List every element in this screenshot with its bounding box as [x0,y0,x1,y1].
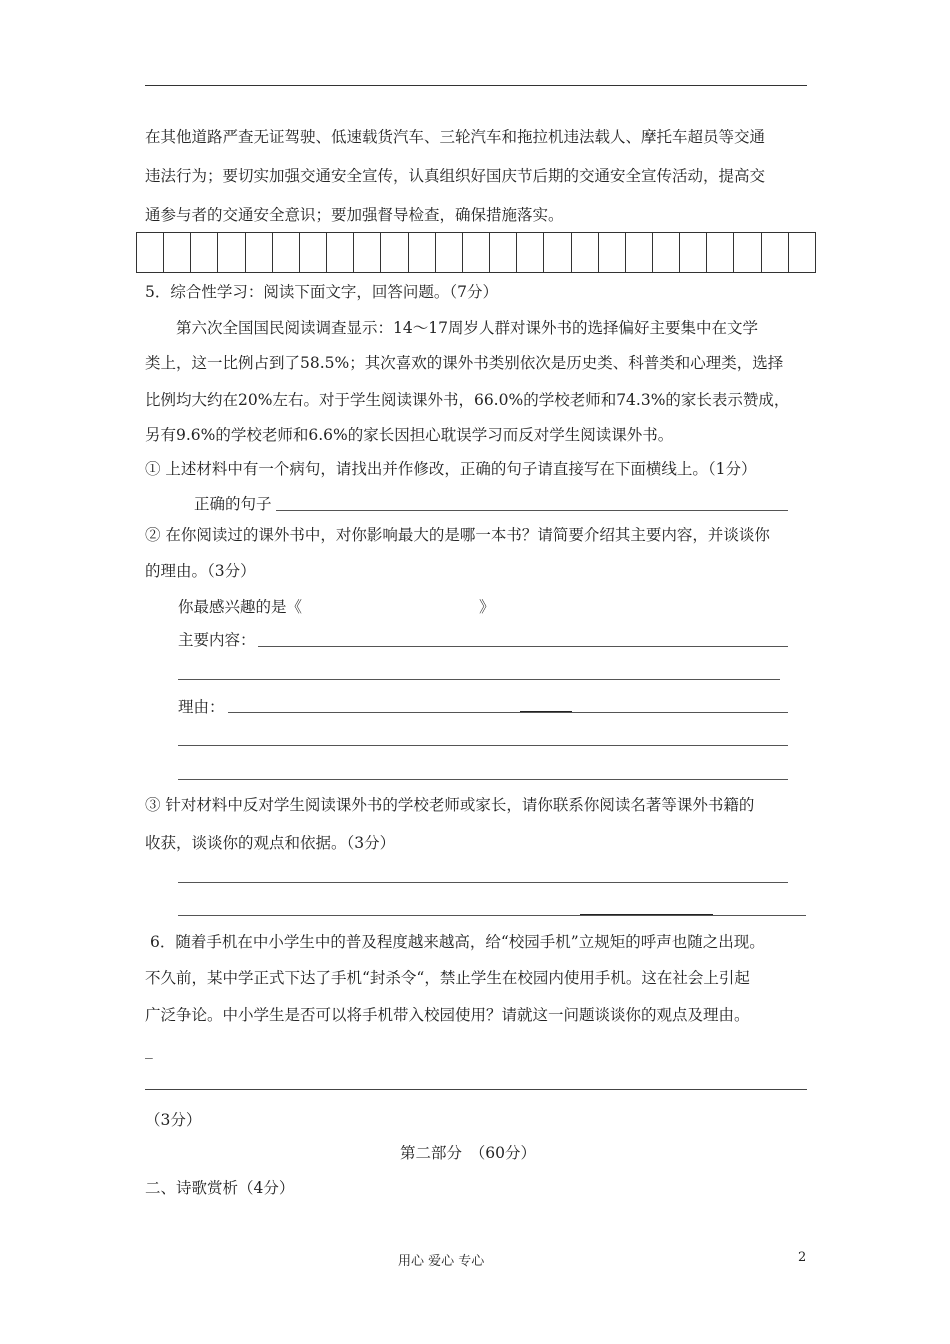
part2-section-heading: 二、诗歌赏析（4分） [145,1179,295,1197]
grid-cell[interactable] [653,233,680,272]
grid-cell[interactable] [544,233,571,272]
grid-cell[interactable] [762,233,789,272]
grid-cell[interactable] [300,233,327,272]
grid-cell[interactable] [436,233,463,272]
q5-sub2-content-line-2[interactable] [178,679,780,680]
q6-dash: _ [145,1041,153,1059]
q5-title: 5．综合性学习：阅读下面文字，回答问题。（7分） [145,283,498,301]
q5-sub3-question-line-2: 收获，谈谈你的观点和依据。（3分） [145,834,396,852]
q6-question-line-1: 6．随着手机在中小学生中的普及程度越来越高，给“校园手机”立规矩的呼声也随之出现。 [150,933,765,951]
q5-sub2-reason-line-2[interactable] [178,745,788,746]
grid-cell[interactable] [517,233,544,272]
stray-underline-mark [580,914,713,915]
grid-cell[interactable] [381,233,408,272]
grid-cell[interactable] [273,233,300,272]
part2-title: 第二部分 （60分） [400,1144,536,1162]
q5-material-line-2: 类上，这一比例占到了58.5%；其次喜欢的课外书类别依次是历史类、科普类和心理类，选择 [145,354,784,372]
q5-material-line-4: 另有9.6%的学校老师和6.6%的家长因担心耽误学习而反对学生阅读课外书。 [145,426,674,444]
passage-line-3: 通参与者的交通安全意识；要加强督导检查，确保措施落实。 [145,206,564,224]
q5-sub2-book-label: 你最感兴趣的是《 [178,598,303,616]
grid-cell[interactable] [572,233,599,272]
grid-cell[interactable] [409,233,436,272]
grid-cell[interactable] [191,233,218,272]
grid-cell[interactable] [734,233,761,272]
header-rule [145,85,807,86]
q5-material-line-3: 比例均大约在20%左右。对于学生阅读课外书，66.0%的学校老师和74.3%的家长表示赞成， [145,391,790,409]
q5-material-line-1: 第六次全国国民阅读调查显示：14～17周岁人群对课外书的选择偏好主要集中在文学 [176,319,758,337]
q5-sub3-answer-line-2[interactable] [178,915,806,916]
q5-sub1-answer-line[interactable] [276,510,788,511]
q5-sub2-question-line-1: ② 在你阅读过的课外书中，对你影响最大的是哪一本书？请简要介绍其主要内容，并谈谈你 [145,526,770,544]
grid-cell[interactable] [137,233,164,272]
q6-question-line-3: 广泛争论。中小学生是否可以将手机带入校园使用？请就这一问题谈谈你的观点及理由。 [145,1006,750,1024]
footer-motto: 用心 爱心 专心 [398,1254,485,1269]
answer-grid[interactable] [136,232,816,273]
grid-cell[interactable] [354,233,381,272]
q5-sub2-reason-label: 理由： [178,698,225,716]
q5-sub2-content-label: 主要内容： [178,631,256,649]
passage-line-2: 违法行为；要切实加强交通安全宣传，认真组织好国庆节后期的交通安全宣传活动，提高交 [145,167,766,185]
q6-answer-line[interactable] [145,1089,807,1090]
grid-cell[interactable] [599,233,626,272]
q6-score: （3分） [145,1111,202,1129]
grid-cell[interactable] [246,233,273,272]
grid-cell[interactable] [218,233,245,272]
grid-cell[interactable] [490,233,517,272]
grid-cell[interactable] [707,233,734,272]
grid-cell[interactable] [680,233,707,272]
grid-cell[interactable] [789,233,815,272]
grid-cell[interactable] [463,233,490,272]
q5-sub2-reason-line-1[interactable] [228,712,788,713]
q5-sub1-label: 正确的句子 [194,495,272,513]
stray-underline-mark [520,711,572,712]
q6-question-line-2: 不久前，某中学正式下达了手机“封杀令“，禁止学生在校园内使用手机。这在社会上引起 [145,969,750,987]
passage-line-1: 在其他道路严查无证驾驶、低速载货汽车、三轮汽车和拖拉机违法载人、摩托车超员等交通 [145,128,766,146]
q5-sub3-question-line-1: ③ 针对材料中反对学生阅读课外书的学校老师或家长，请你联系你阅读名著等课外书籍的 [145,796,755,814]
q5-sub2-book-close: 》 [479,598,495,616]
q5-sub3-answer-line-1[interactable] [178,882,788,883]
grid-cell[interactable] [327,233,354,272]
grid-cell[interactable] [626,233,653,272]
q5-sub2-question-line-2: 的理由。（3分） [145,562,256,580]
q5-sub2-content-line-1[interactable] [258,646,788,647]
q5-sub2-reason-line-3[interactable] [178,779,788,780]
q5-sub1-question: ① 上述材料中有一个病句，请找出并作修改，正确的句子请直接写在下面横线上。（1分） [145,460,757,478]
page-number: 2 [798,1250,807,1265]
grid-cell[interactable] [164,233,191,272]
